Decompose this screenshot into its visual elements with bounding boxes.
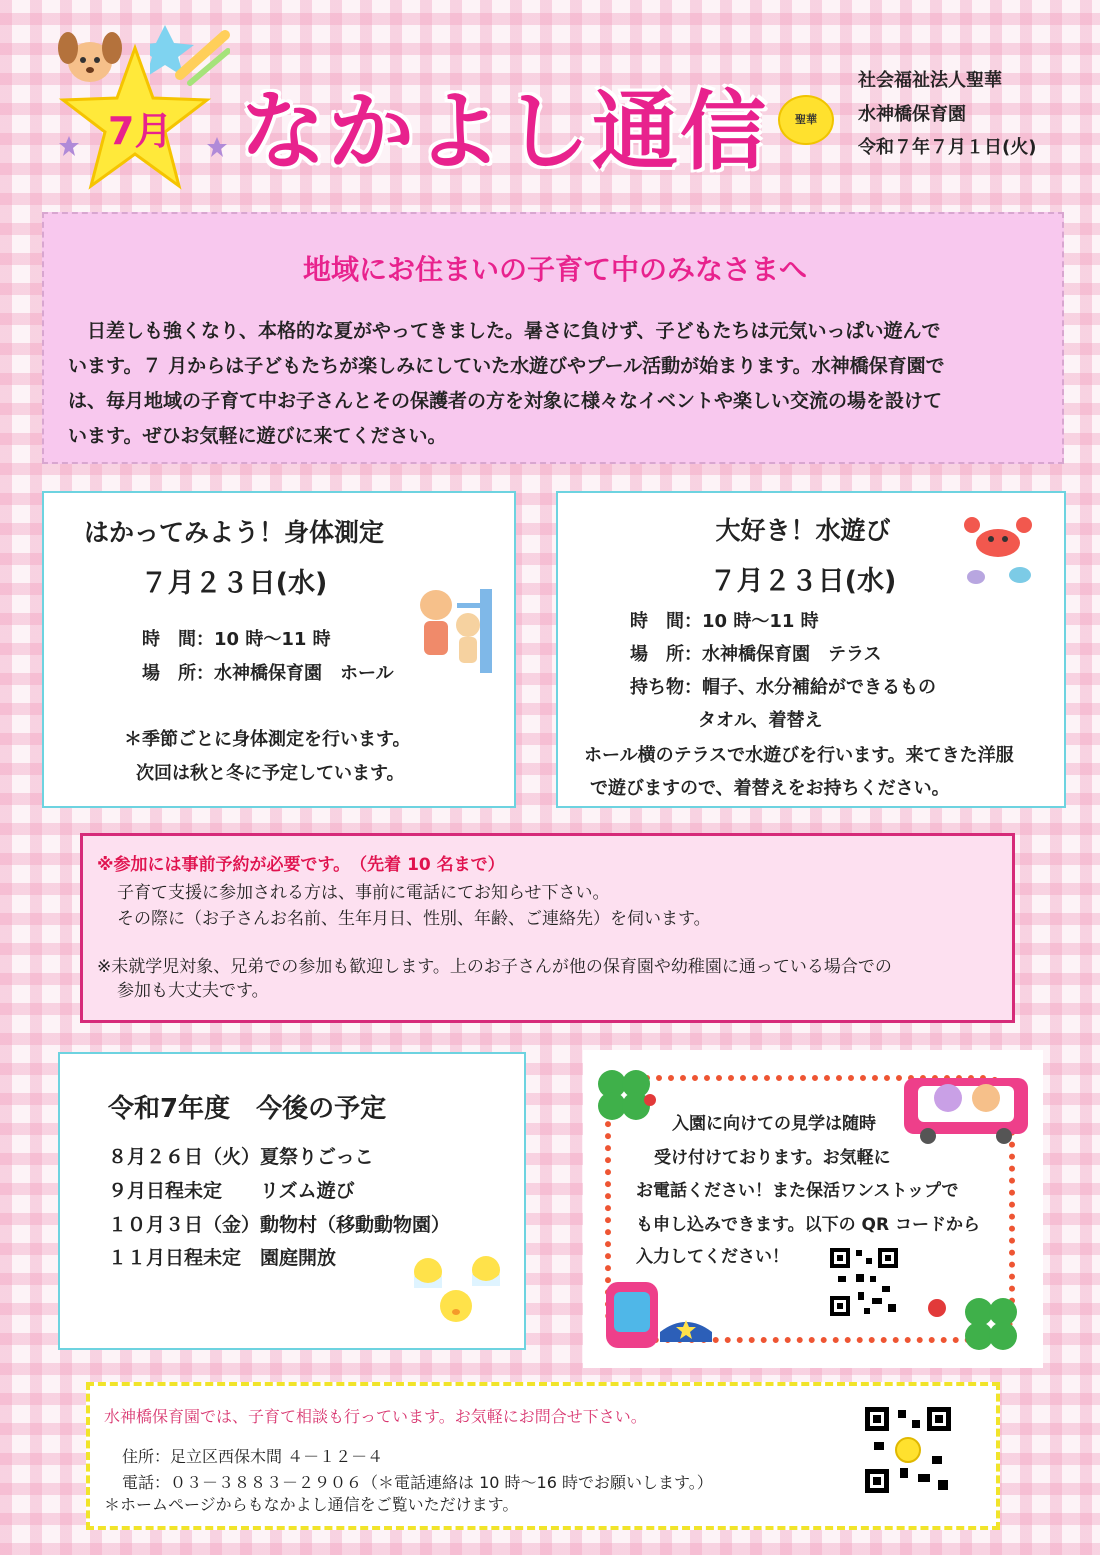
reservation-notice bbox=[80, 833, 1015, 1023]
event-body-measurement bbox=[42, 491, 516, 808]
event2-note: で遊びますので、着替えをお持ちください。 bbox=[590, 778, 950, 799]
clover-ladybug-icon bbox=[925, 1290, 1025, 1360]
intro-heading: 地域にお住まいの子育て中のみなさまへ bbox=[302, 253, 807, 286]
event2-items2: タオル、着替え bbox=[698, 710, 823, 731]
notice-line: 参加も大丈夫です。 bbox=[117, 981, 269, 1001]
chicks-icon bbox=[410, 1250, 510, 1334]
notice-reservation-required: ※参加には事前予約が必要です。 （先着 10 名まで） bbox=[97, 855, 505, 875]
event2-date: ７月２３日(水) bbox=[709, 566, 897, 597]
intro-line: います。ぜひお気軽に遊びに来てください。 bbox=[68, 425, 447, 447]
intro-line: は、毎月地域の子育て中お子さんとその保護者の方を対象に様々なイベントや楽しい交流の場を設けて bbox=[68, 390, 943, 412]
event2-note: ホール横のテラスで水遊びを行います。来てきた洋服 bbox=[584, 745, 1014, 766]
visit-line: お電話ください！また保活ワンストップで bbox=[636, 1181, 959, 1201]
event1-note: ＊季節ごとに身体測定を行います。 bbox=[124, 729, 411, 750]
event1-time: 時 間：10 時～11 時 bbox=[142, 629, 331, 650]
clover-icon bbox=[590, 1062, 660, 1130]
address: 住所：足立区西保木間 ４－１２－４ bbox=[122, 1447, 384, 1466]
schedule-row: ８月２６日（火）夏祭りごっこ bbox=[108, 1146, 374, 1168]
schedule-row: １０月３日（金）動物村（移動動物園） bbox=[108, 1214, 451, 1236]
puppy-icon bbox=[55, 28, 125, 88]
qr-code-icon[interactable] bbox=[862, 1404, 954, 1496]
small-star-icon bbox=[206, 136, 228, 158]
notice-line: ※未就学児対象、兄弟での参加も歓迎します。上のお子さんが他の保育園や幼稚園に通っている場合での bbox=[97, 957, 892, 977]
event1-title: はかってみよう！身体測定 bbox=[83, 518, 384, 547]
schedule-row: ９月日程未定 リズム遊び bbox=[108, 1180, 355, 1202]
intro-line: います。７ 月からは子どもたちが楽しみにしていた水遊びやプール活動が始まります。水神橋保育園で bbox=[68, 355, 945, 377]
homepage-note: ＊ホームページからもなかよし通信をご覧いただけます。 bbox=[104, 1495, 519, 1514]
visit-line: 入力してください！ bbox=[636, 1247, 789, 1267]
notice-line: 子育て支援に参加される方は、事前に電話にてお知らせ下さい。 bbox=[117, 883, 610, 903]
newsletter-title: なかよし通信 bbox=[240, 82, 768, 182]
header bbox=[0, 0, 1100, 200]
event2-time: 時 間：10 時～11 時 bbox=[630, 611, 819, 632]
issue-date: 令和７年７月１日(火) bbox=[858, 137, 1037, 158]
schedule-row: １１月日程未定 園庭開放 bbox=[108, 1247, 337, 1269]
event1-date: ７月２３日(水) bbox=[140, 568, 328, 599]
crab-icon bbox=[958, 511, 1038, 591]
small-star-icon bbox=[58, 135, 80, 157]
phone: 電話：０３－３８８３－２９０６（＊電話連絡は 10 時～16 時でお願いします。） bbox=[122, 1473, 713, 1492]
emblem bbox=[778, 95, 834, 145]
backpack-icon bbox=[596, 1272, 716, 1354]
nursery-name: 水神橋保育園 bbox=[858, 104, 966, 125]
event1-note: 次回は秋と冬に予定しています。 bbox=[136, 763, 405, 784]
event2-items: 持ち物：帽子、水分補給ができるもの bbox=[630, 677, 936, 698]
shooting-star-trail-icon bbox=[150, 15, 230, 95]
month-label: 7月 bbox=[108, 109, 173, 153]
event2-title: 大好き！水遊び bbox=[715, 516, 891, 545]
upcoming-schedule bbox=[58, 1052, 526, 1350]
bus-icon bbox=[898, 1058, 1033, 1148]
visit-line: 入園に向けての見学は随時 bbox=[672, 1114, 876, 1134]
visit-line: 受け付けております。お気軽に bbox=[654, 1148, 891, 1168]
event-water-play bbox=[556, 491, 1066, 808]
schedule-title: 令和7年度 今後の予定 bbox=[108, 1094, 387, 1124]
emblem-text: 聖華 bbox=[795, 113, 817, 126]
intro-section bbox=[42, 212, 1064, 464]
intro-body bbox=[68, 314, 1048, 454]
qr-code-icon[interactable] bbox=[828, 1246, 900, 1318]
consultation-footer bbox=[86, 1382, 1000, 1530]
height-measure-icon bbox=[412, 581, 504, 676]
event1-place: 場 所：水神橋保育園 ホール bbox=[142, 663, 394, 684]
consultation-lead: 水神橋保育園では、子育て相談も行っています。お気軽にお問合せ下さい。 bbox=[104, 1407, 647, 1426]
intro-line: 日差しも強くなり、本格的な夏がやってきました。暑さに負けず、子どもたちは元気いっぱい遊んで bbox=[68, 320, 941, 342]
event2-place: 場 所：水神橋保育園 テラス bbox=[630, 644, 882, 665]
visit-line: も申し込みできます。以下の QR コードから bbox=[636, 1215, 981, 1235]
notice-line: その際に（お子さんお名前、生年月日、性別、年齢、ご連絡先）を伺います。 bbox=[117, 909, 711, 929]
org-name: 社会福祉法人聖華 bbox=[858, 70, 1002, 91]
